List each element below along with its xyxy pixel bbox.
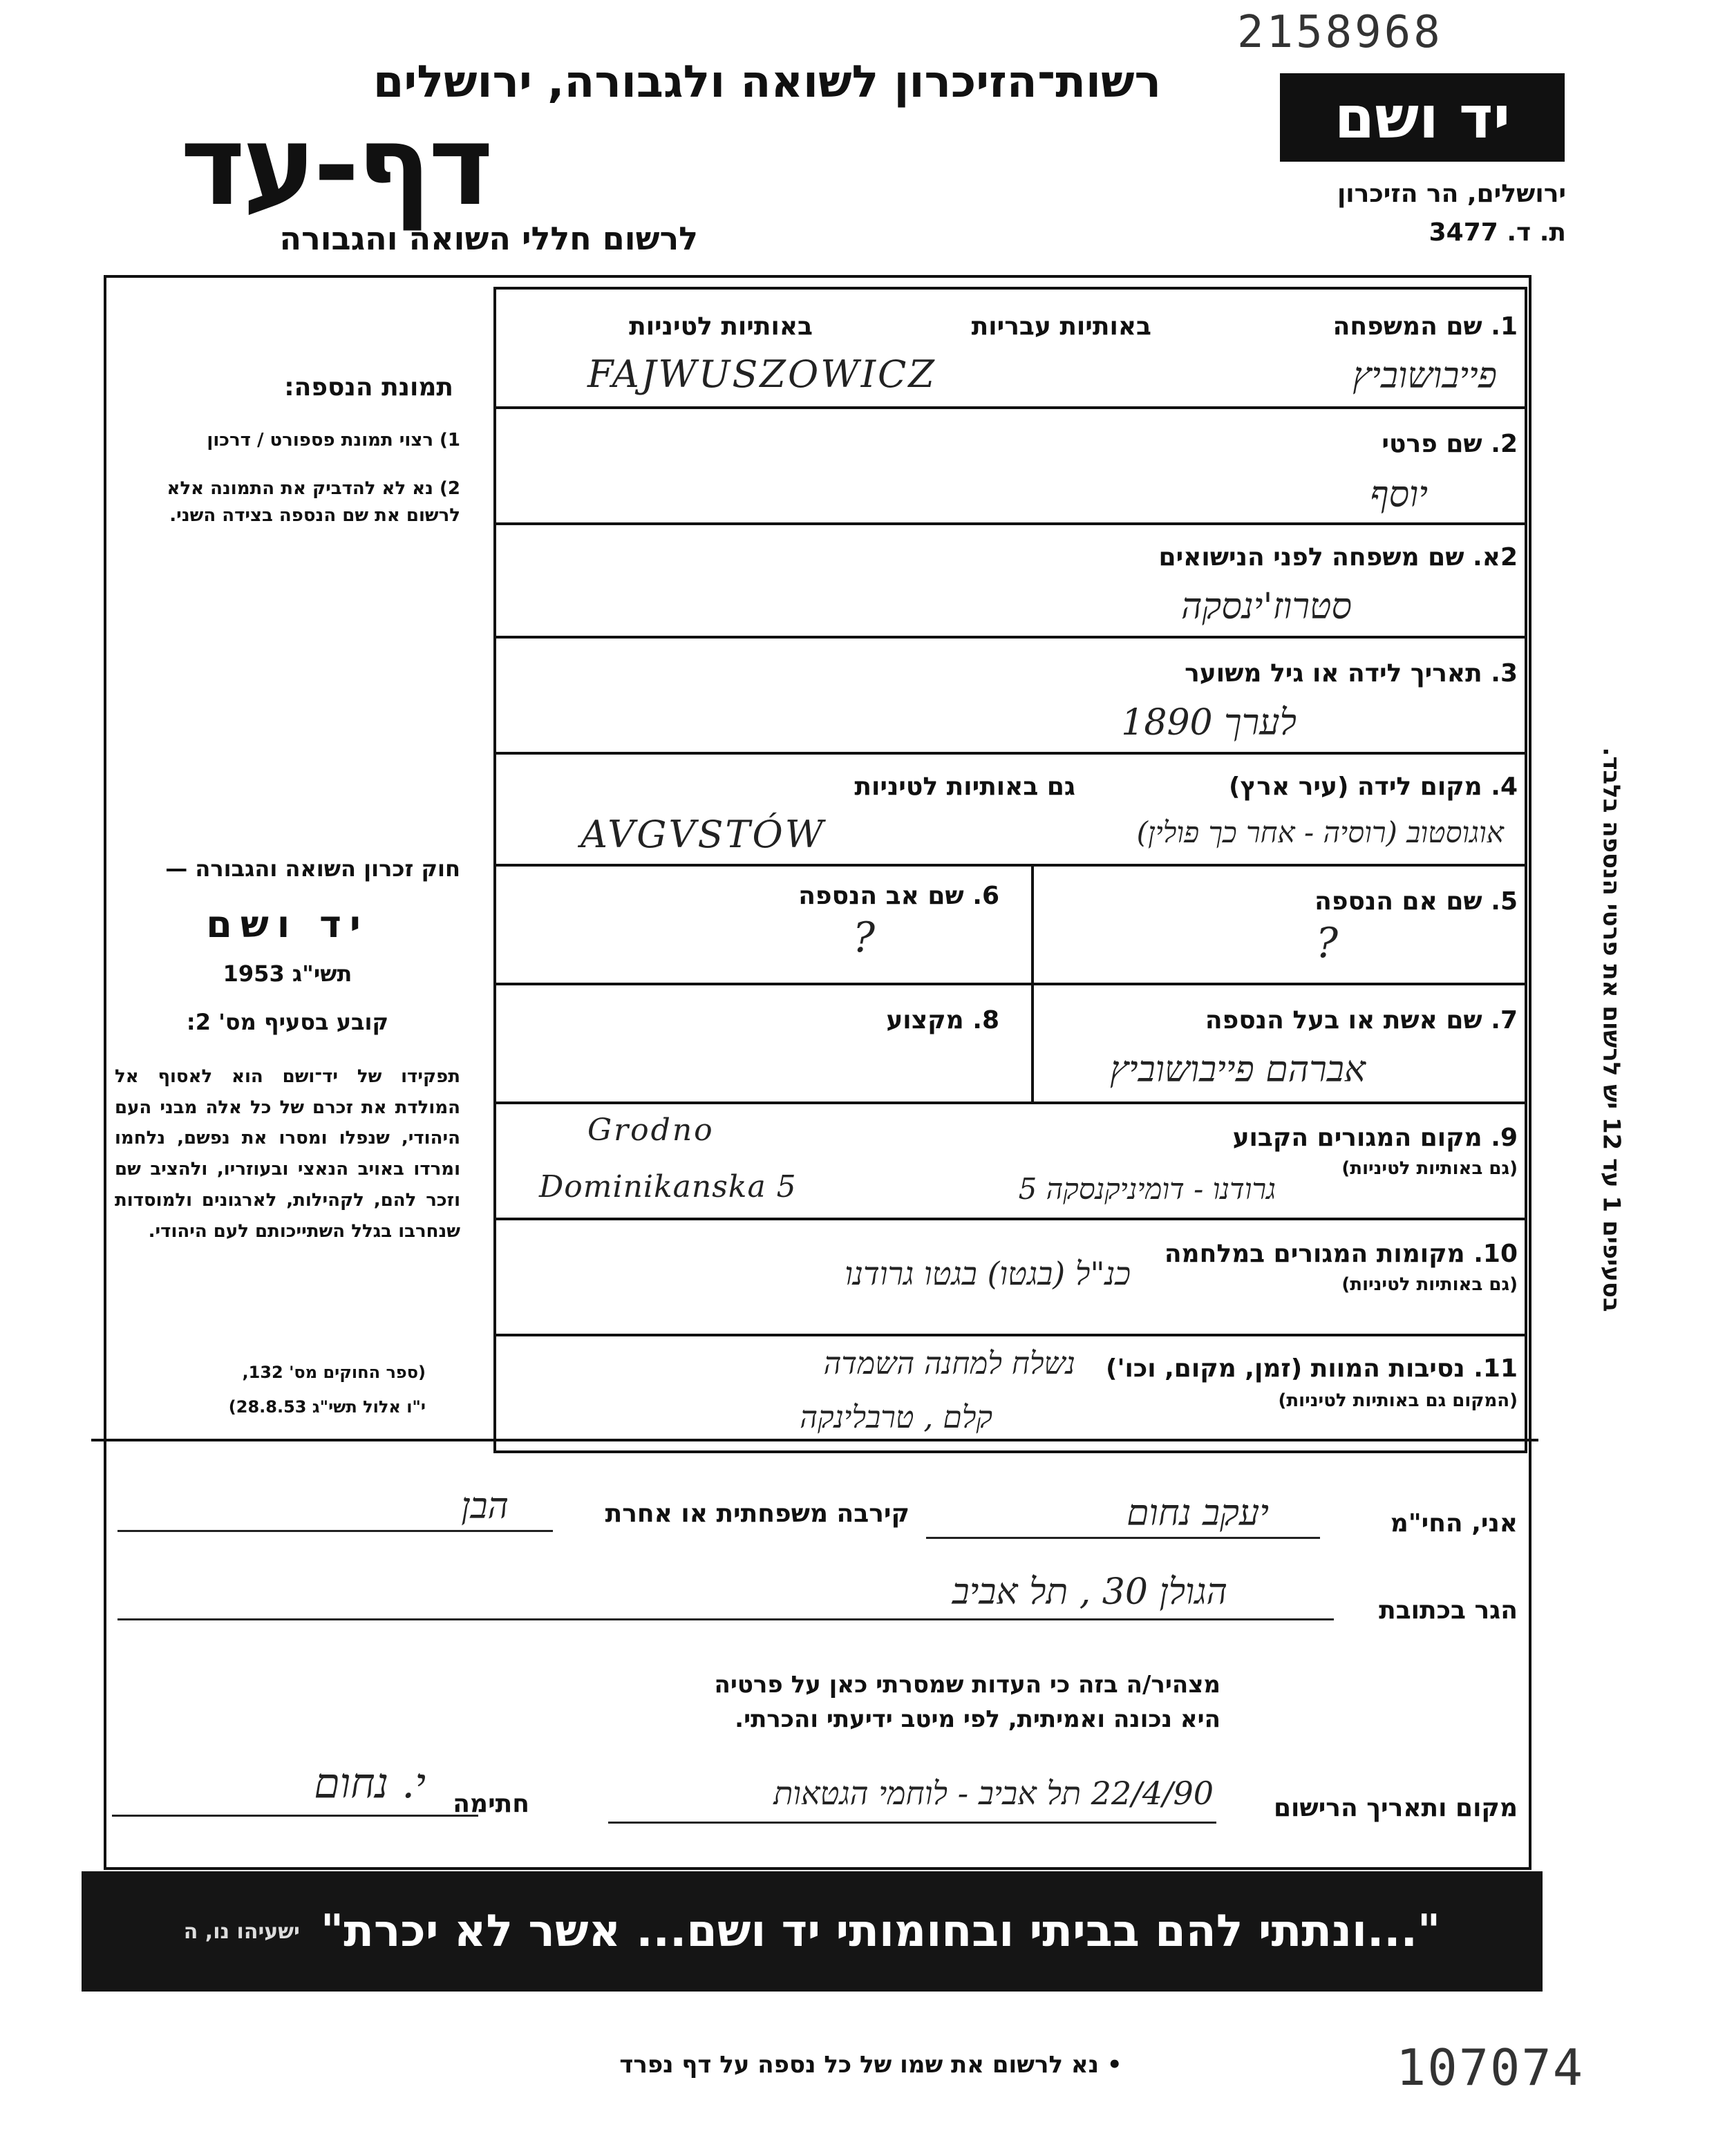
footer-note-text: נא לרשום את שמו של כל נספה על דף נפרד [619,2051,1100,2079]
address-value[interactable]: הגולן 30 , תל אביב [952,1571,1227,1613]
law-ref-2: י"ו אלול תשי"ג 28.8.53) [228,1397,426,1417]
address-line [117,1618,1334,1620]
row-sep-6 [493,983,1527,985]
field-4-value-latin[interactable]: AVGVSTÓW [581,813,826,856]
row-sep-5 [493,864,1527,867]
row-sep-7 [493,1101,1527,1104]
law-clause: קובע בסעיף מס' 2: [186,1009,389,1035]
field-9-sub: (גם באותיות לטיניות) [1341,1158,1518,1179]
bottom-section-sep [91,1439,1538,1441]
photo-note-1: 1) רצוי תמונת פספורט / דרכון [207,430,460,451]
banner-quote: "...ונתתי להם בביתי ובחומותי יד ושם... אשר לא יכרת" [320,1906,1441,1957]
relation-line [117,1530,553,1532]
law-title: חוק זכרון השואה והגבורה — [165,855,460,882]
law-text: תפקידו של יד־ושם הוא לאסוף אל המולדת את זכרם של כל אלה מבני העם היהודי, שנפלו ומסרו את נפשם, נלחמו ומרדו באויב הנאצי ובעוזריו, ולהציב שם וזכר להם, לקהילות, לארגונים ולמוסדות שנחרבו בגלל השתייכותם לעם היהודי. [115,1066,460,1242]
pobox-header: ת. ד. 3477 [1429,218,1566,247]
side-note: בסעיפים 1 עד 12 יש לרשום את פרטי הנספה בלבד. [1598,747,1626,1312]
quote-banner [82,1871,1543,1992]
relation-value[interactable]: הבן [461,1486,509,1527]
field-10-value[interactable]: כנ"ל (בגטו) בגטו גרודנו [845,1255,1131,1292]
yad-vashem-logo [1280,73,1565,162]
field-3-value[interactable]: לערך 1890 [1121,702,1297,744]
signature-label: חתימה [453,1790,529,1818]
row-sep-2 [493,522,1527,525]
field-3-label: 3. תאריך לידה או גיל משוער [1185,659,1518,688]
field-11-value-1[interactable]: נשלח למחנה השמדה [823,1346,1075,1381]
row-sep-9 [493,1334,1527,1336]
field-9-label: 9. מקום המגורים הקבוע [1232,1124,1518,1152]
form-title: דף-עד [180,101,491,230]
hebrew-letters-label: באותיות עבריות [971,312,1151,341]
law-ref-1: (ספר החוקים מס' 132, [242,1363,426,1382]
field-1-value-hebrew[interactable]: פייבושוביץ [1352,355,1497,397]
field-1-label: 1. שם המשפחה [1332,312,1518,341]
field-9-value-hebrew[interactable]: גרודנו - דומיניקנסקה 5 [1018,1172,1276,1206]
signature-line [112,1815,478,1817]
field-11-sub: (המקום גם באותיות לטיניות) [1278,1390,1518,1411]
footer-note [525,2051,1216,2079]
field-2-value[interactable]: יוסף [1370,474,1428,516]
address-header: ירושלים, הר הזיכרון [1337,180,1566,208]
field-9-value-latin-2[interactable]: Dominikanska 5 [539,1169,797,1204]
col-sep-7-8 [1031,983,1034,1101]
signature-value[interactable]: י. נחום [314,1759,426,1808]
field-1-value-latin[interactable]: FAJWUSZOWICZ [587,352,936,396]
address-label: הגר בכתובת [1379,1596,1518,1625]
field-6-value[interactable]: ? [852,914,875,962]
field-5-value[interactable]: ? [1315,919,1338,967]
serial-number-bottom: 107074 [1396,2039,1585,2097]
banner-source: ישעיהו נו, ה [183,1919,300,1944]
field-7-label: 7. שם אשת או בעל הנספה [1205,1006,1518,1034]
row-sep-8 [493,1218,1527,1220]
col-sep-5-6 [1031,864,1034,983]
law-name: יד ושם [206,902,369,946]
declarant-label: אני, החי"מ [1390,1509,1518,1538]
row-sep-3 [493,636,1527,639]
field-6-label: 6. שם אב הנספה [798,882,999,910]
field-2a-value[interactable]: סטרוז'ינסקה [1180,586,1352,627]
field-8-label: 8. מקצוע [886,1006,999,1034]
form-subtitle: לרשום חללי השואה והגבורה [279,220,698,257]
statement-line-1: מצהיר/ה בזה כי העדות שמסרתי כאן על פרטיה [714,1671,1220,1699]
law-year: תשי"ג 1953 [223,961,352,987]
field-2-label: 2. שם פרטי [1382,430,1518,458]
declarant-line [926,1537,1320,1539]
field-10-label: 10. מקומות המגורים במלחמה [1164,1240,1518,1268]
field-4-sub: גם באותיות לטיניות [854,773,1075,801]
authority-title: רשות־הזיכרון לשואה ולגבורה, ירושלים [373,57,1161,108]
latin-letters-label: באותיות לטיניות [629,312,813,341]
serial-number-top: 2158968 [1237,7,1443,58]
place-date-value[interactable]: 22/4/90 תל אביב - לוחמי הגטאות [773,1775,1214,1812]
footer-bullet-icon: • [1099,2051,1122,2079]
relation-label: קירבה משפחתית או אחרת [605,1500,909,1528]
row-sep-1 [493,406,1527,409]
field-4-value-hebrew[interactable]: אוגוסטוב (רוסיה - אחר כך פולין) [1136,815,1504,849]
field-5-label: 5. שם אם הנספה [1314,887,1518,916]
row-sep-4 [493,752,1527,755]
field-11-value-2[interactable]: קלם , טרבלינקה [800,1400,992,1435]
field-2a-label: 2א. שם משפחה לפני הנישואים [1158,543,1518,571]
field-10-sub: (גם באותיות לטיניות) [1341,1274,1518,1295]
statement-line-2: היא נכונה ואמיתית, לפי מיטב ידיעתי והכרתי. [735,1705,1220,1733]
photo-note-2: 2) נא לא להדביק את התמונה אלא לרשום את שם הנספה בצידה השני. [167,478,460,526]
place-date-label: מקום ותאריך הרישום [1273,1794,1518,1822]
field-4-label: 4. מקום לידה (עיר ארץ) [1229,773,1518,801]
place-date-line [608,1822,1216,1824]
field-7-value[interactable]: אברהם פייבושוביץ [1109,1049,1366,1090]
photo-title: תמונת הנספה: [284,373,453,401]
field-11-label: 11. נסיבות המוות (זמן, מקום, וכו') [1105,1354,1518,1383]
declarant-value[interactable]: יעקב נחום [1127,1493,1269,1534]
logo-text: יד ושם [1334,84,1511,151]
field-9-value-latin-1[interactable]: Grodno [587,1113,715,1148]
